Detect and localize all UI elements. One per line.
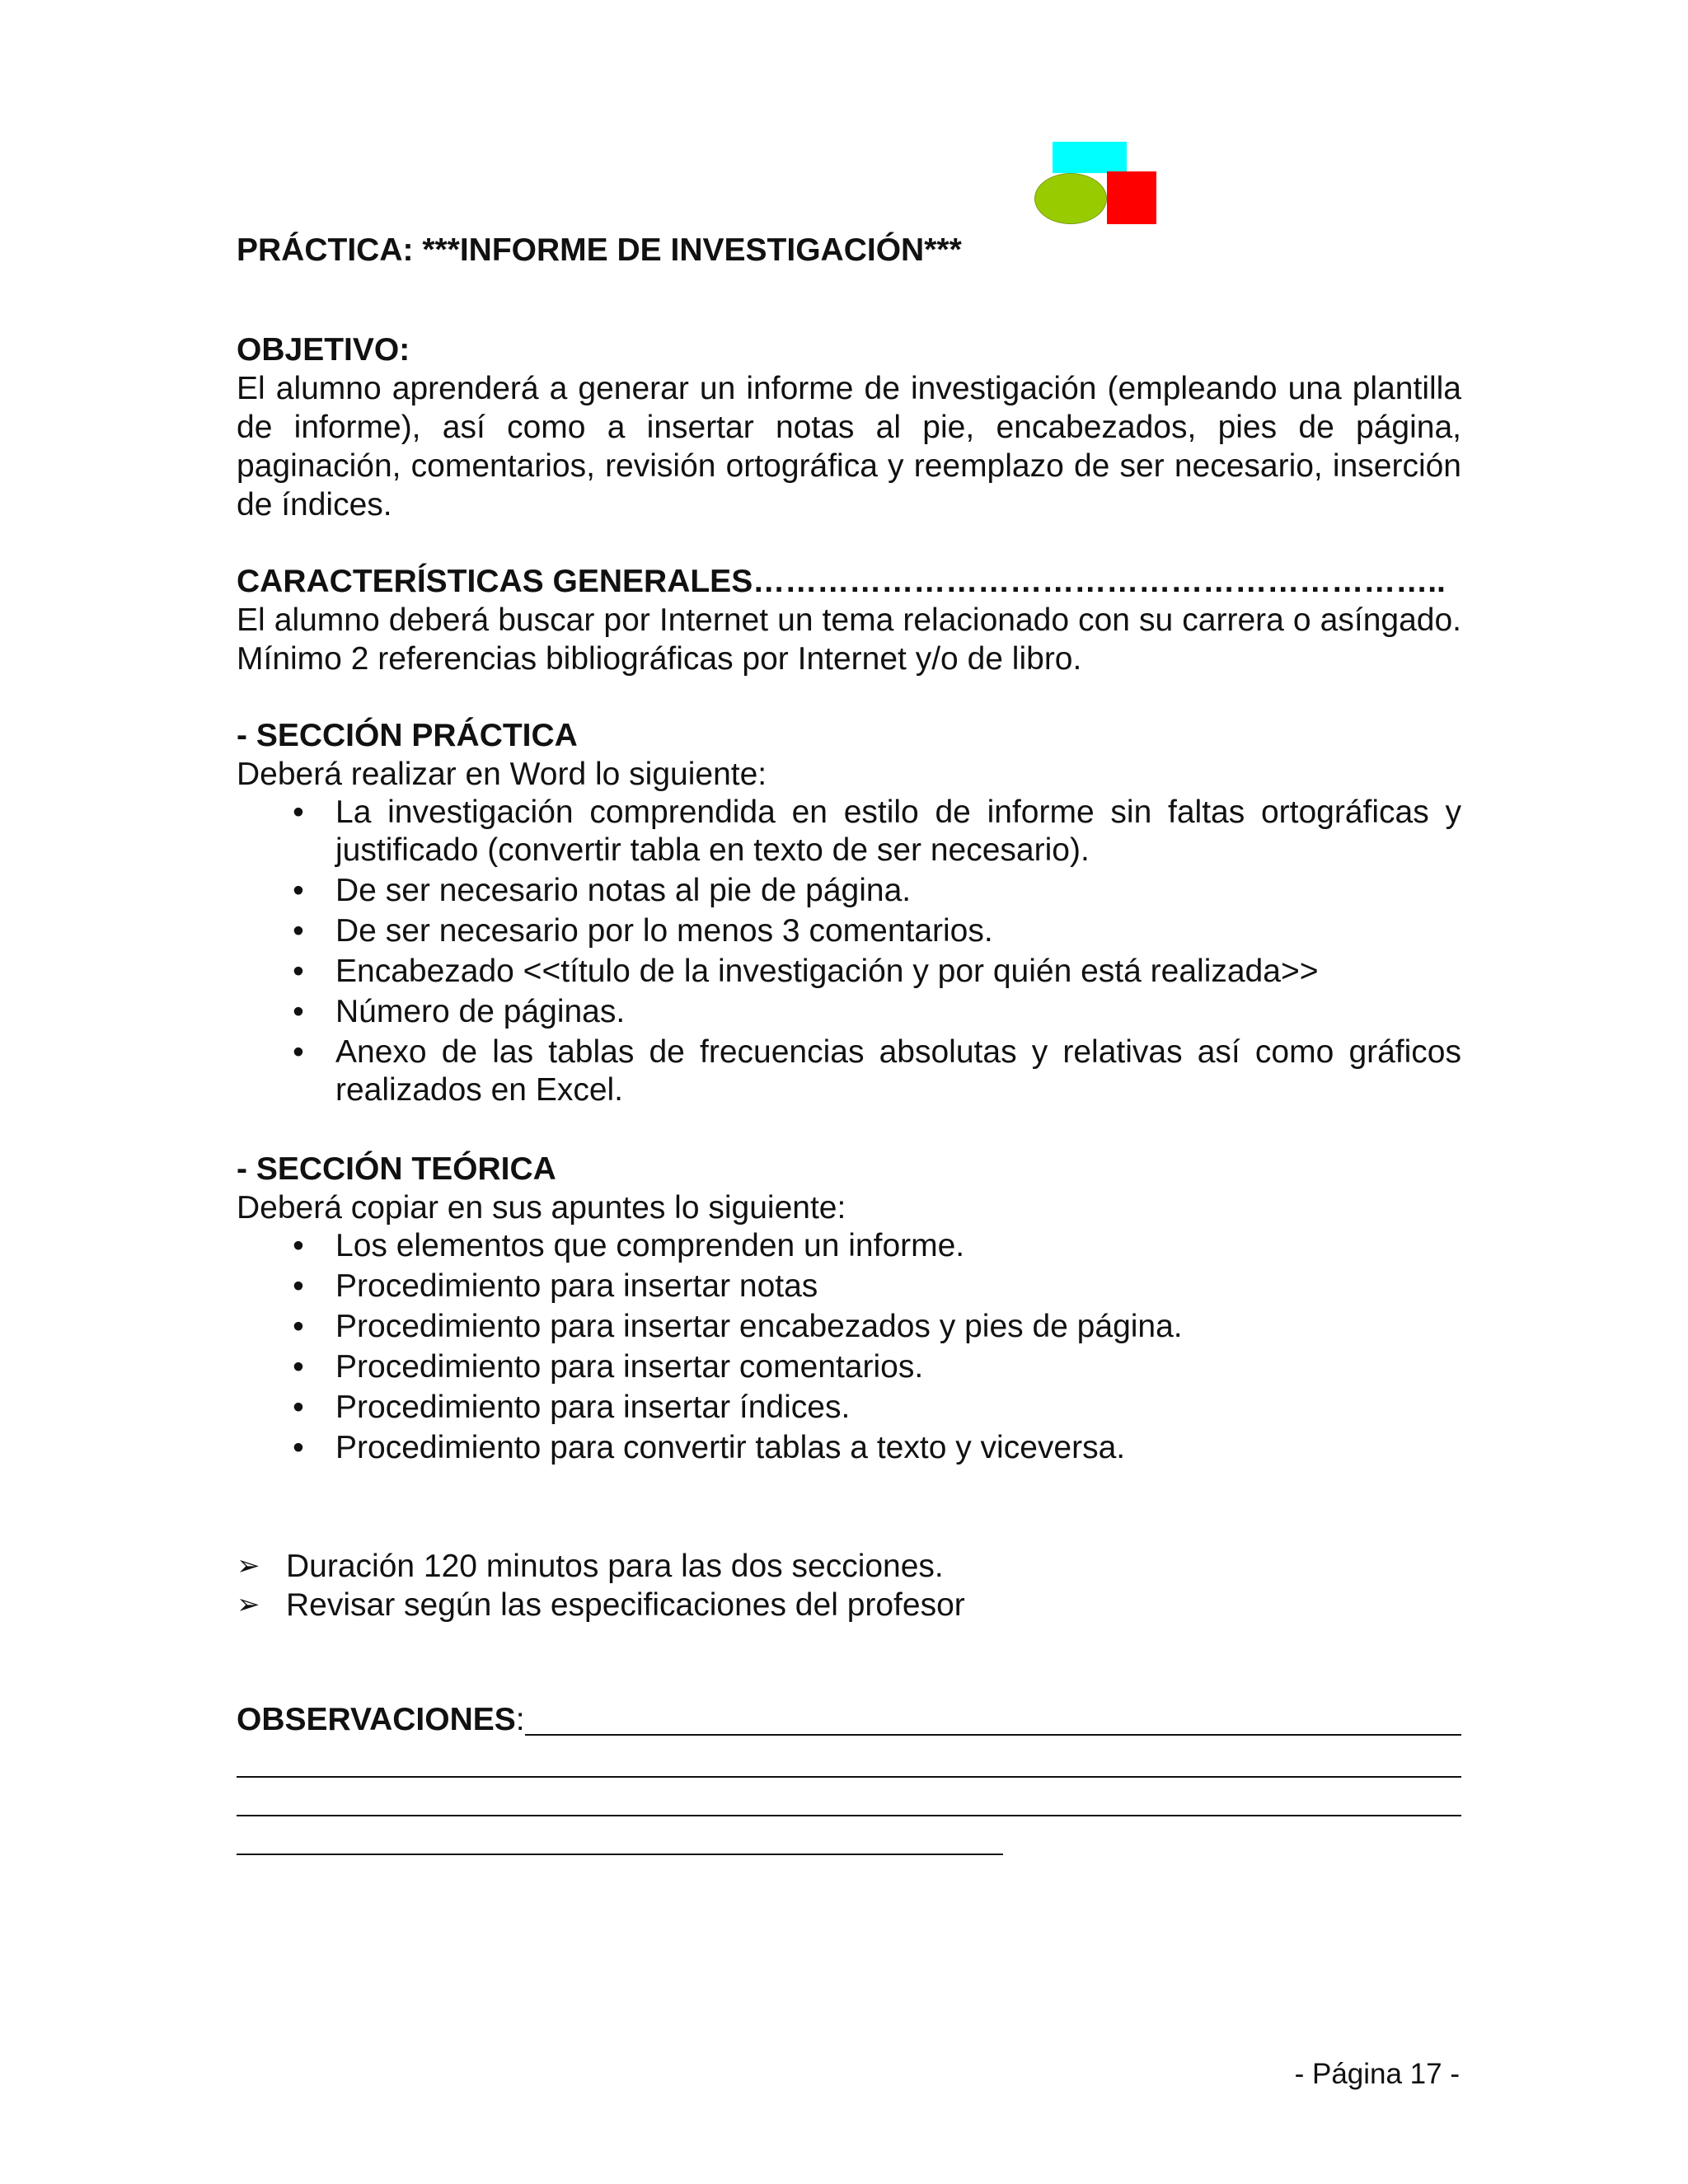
observaciones-line bbox=[237, 1739, 1461, 1778]
caracteristicas-text: El alumno deberá buscar por Internet un tema relacionado con su carrera o asíngado. Mínimo 2 referencias bibliográficas por Internet y/o de libro. bbox=[237, 602, 1461, 677]
practica-list bbox=[237, 794, 1461, 1109]
document-body bbox=[237, 231, 1461, 1855]
bullet-icon: • bbox=[293, 1430, 304, 1465]
arrow-bullet-icon: ➢ bbox=[237, 1589, 260, 1620]
list-item: • De ser necesario notas al pie de página. bbox=[335, 872, 1461, 910]
list-item: • Procedimiento para insertar índices. bbox=[335, 1389, 1461, 1427]
list-item: ➢ Revisar según las especificaciones del profesor bbox=[237, 1587, 965, 1623]
list-item: • Encabezado <<título de la investigación y por quién está realizada>> bbox=[335, 953, 1461, 991]
teorica-intro: Deberá copiar en sus apuntes lo siguiente: bbox=[237, 1190, 846, 1226]
logo-cyan-block bbox=[1053, 142, 1127, 173]
page-number: - Página 17 - bbox=[1294, 2058, 1460, 2090]
bullet-icon: • bbox=[293, 873, 304, 908]
logo-green-ellipse bbox=[1034, 173, 1107, 224]
bullet-icon: • bbox=[293, 1349, 304, 1385]
logo-red-block bbox=[1107, 171, 1156, 224]
observaciones-line bbox=[237, 1778, 1461, 1816]
bullet-icon: • bbox=[293, 1228, 304, 1263]
objetivo-text: El alumno aprenderá a generar un informe de investigación (empleando una plantilla de informe), así como a insertar notas al pie, encabezados, pies de página, paginación, comentarios, revisión ortográfica y reemplazo de ser necesario, inserción de índices. bbox=[237, 371, 1461, 523]
bullet-icon: • bbox=[293, 794, 304, 830]
bullet-icon: • bbox=[293, 1309, 304, 1344]
bullet-icon: • bbox=[293, 1390, 304, 1425]
bullet-icon: • bbox=[293, 954, 304, 989]
observaciones-label: OBSERVACIONES bbox=[237, 1702, 516, 1737]
teorica-heading: - SECCIÓN TEÓRICA bbox=[237, 1151, 556, 1187]
list-item: • Número de páginas. bbox=[335, 993, 1461, 1031]
observaciones-colon: : bbox=[515, 1702, 525, 1737]
bullet-icon: • bbox=[293, 994, 304, 1029]
list-item: • Procedimiento para insertar encabezados y pies de página. bbox=[335, 1308, 1461, 1346]
list-item: • Procedimiento para insertar notas bbox=[335, 1268, 1461, 1305]
bullet-icon: • bbox=[293, 1268, 304, 1304]
teorica-list bbox=[237, 1227, 1461, 1467]
list-item: • La investigación comprendida en estilo de informe sin faltas ortográficas y justificado (convertir tabla en texto de ser necesario). bbox=[335, 794, 1461, 869]
observaciones-row bbox=[237, 1700, 1461, 1739]
bullet-icon: • bbox=[293, 1034, 304, 1070]
list-item: • Los elementos que comprenden un informe. bbox=[335, 1227, 1461, 1265]
notes-list bbox=[237, 1547, 1461, 1624]
observaciones-line bbox=[237, 1816, 1003, 1855]
objetivo-heading: OBJETIVO: bbox=[237, 332, 410, 368]
arrow-bullet-icon: ➢ bbox=[237, 1550, 260, 1582]
logo-icon bbox=[1034, 142, 1158, 224]
practica-intro: Deberá realizar en Word lo siguiente: bbox=[237, 757, 767, 792]
list-item: • Procedimiento para convertir tablas a texto y viceversa. bbox=[335, 1429, 1461, 1467]
page-title: PRÁCTICA: ***INFORME DE INVESTIGACIÓN*** bbox=[237, 232, 962, 268]
bullet-icon: • bbox=[293, 913, 304, 949]
observaciones-line bbox=[525, 1701, 1461, 1736]
practica-heading: - SECCIÓN PRÁCTICA bbox=[237, 718, 578, 753]
list-item: • Anexo de las tablas de frecuencias absolutas y relativas así como gráficos realizados en Excel. bbox=[335, 1033, 1461, 1109]
caracteristicas-heading: CARACTERÍSTICAS GENERALES……………………………………………………….. bbox=[237, 564, 1446, 599]
list-item: • De ser necesario por lo menos 3 comentarios. bbox=[335, 912, 1461, 950]
list-item: ➢ Duración 120 minutos para las dos secciones. bbox=[237, 1549, 944, 1584]
list-item: • Procedimiento para insertar comentarios. bbox=[335, 1348, 1461, 1386]
